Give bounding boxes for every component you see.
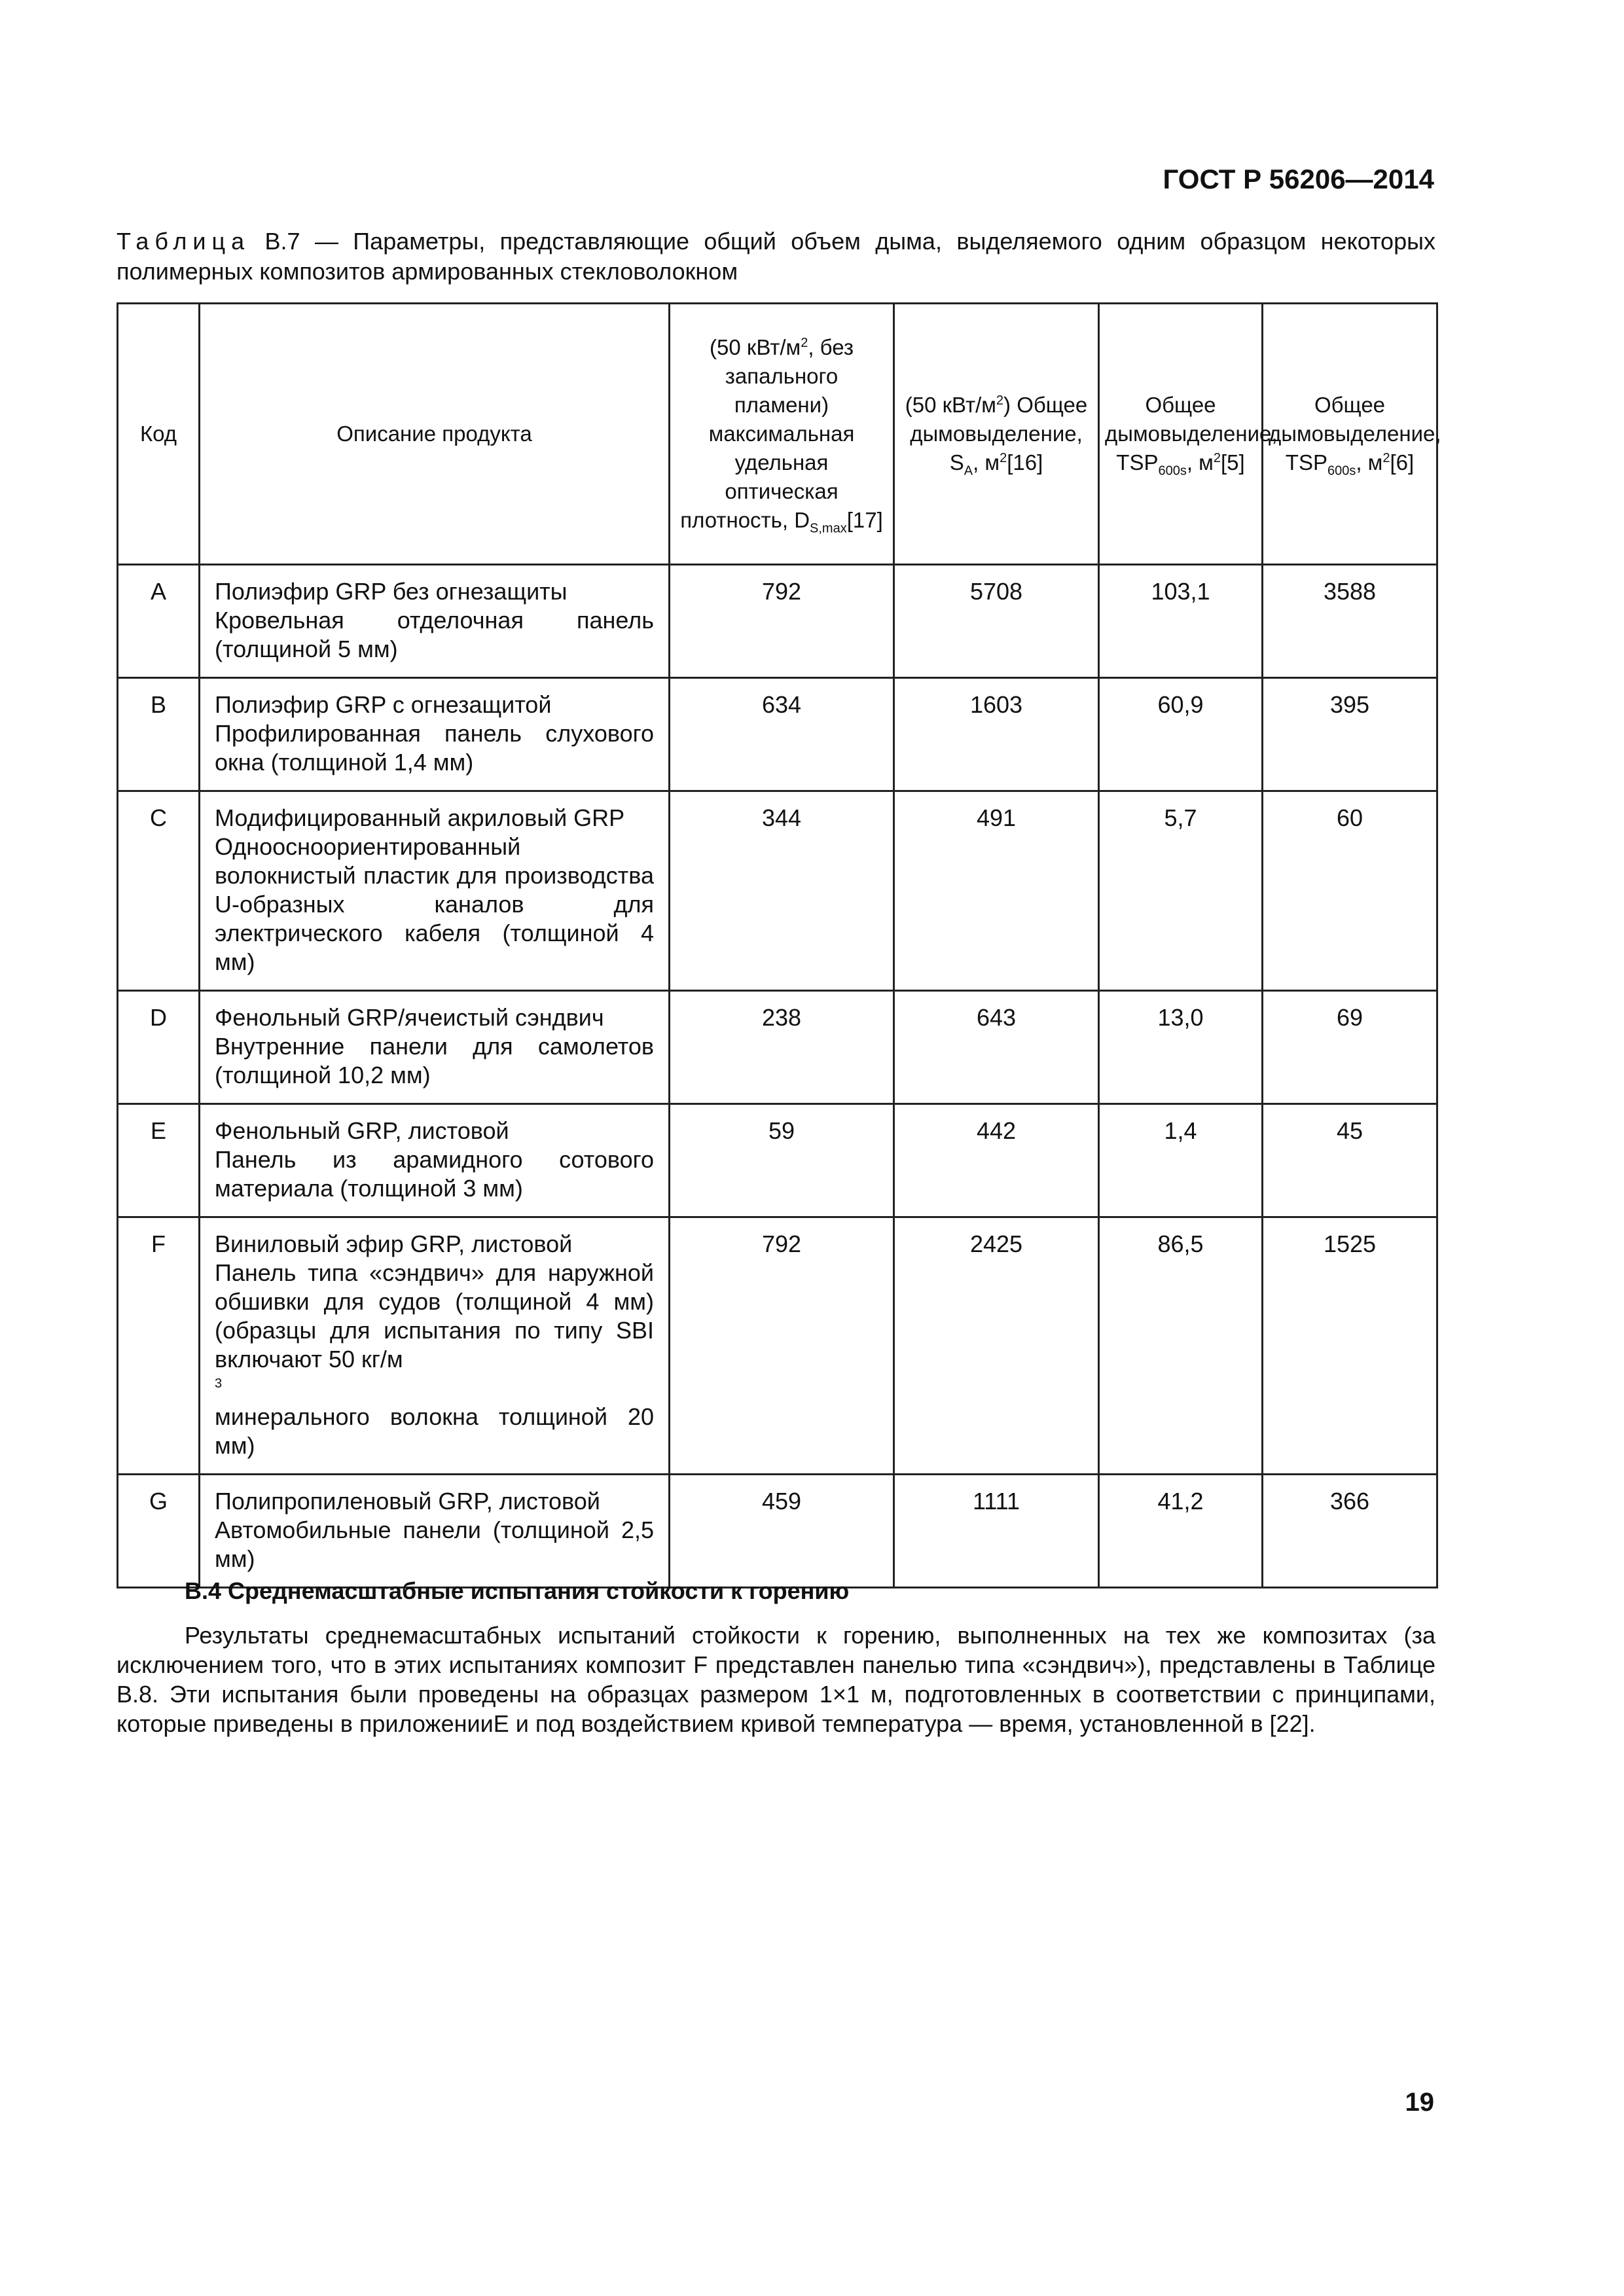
table-header-row (118, 304, 1437, 565)
smoke-parameters-table (117, 302, 1441, 1588)
row-code: F (118, 1217, 200, 1475)
header-dsmax: (50 кВт/$м^2$, без запального пламени) максимальная удельная оптическая плотность, $D_{S,max}[17]$ (670, 304, 894, 565)
row-tsp-5: 41,2 (1099, 1475, 1263, 1588)
table-row (118, 565, 1437, 678)
row-dsmax: 792 (670, 1217, 894, 1475)
table-row (118, 678, 1437, 791)
row-sa: 5708 (894, 565, 1099, 678)
row-code: A (118, 565, 200, 678)
row-description: Полиэфир GRP с огнезащитой Профилированная панель слухового окна (толщиной 1,4 мм) (200, 678, 670, 791)
row-description: Виниловый эфир GRP, листовой Панель типа «сэндвич» для наружной обшивки для судов (толщиной 4 мм) (образцы для испытания по типу SBI включают 50 кг/м $^3$ минерального волокна толщиной 20 мм) (200, 1217, 670, 1475)
row-description: Фенольный GRP, листовой Панель из арамидного сотового материала (толщиной 3 мм) (200, 1104, 670, 1217)
row-tsp-5: 86,5 (1099, 1217, 1263, 1475)
row-dsmax: 238 (670, 991, 894, 1104)
row-dsmax: 344 (670, 791, 894, 991)
row-dsmax: 459 (670, 1475, 894, 1588)
table-row (118, 1104, 1437, 1217)
table-caption (117, 226, 1435, 287)
row-tsp-5: 5,7 (1099, 791, 1263, 991)
standard-number: ГОСТ Р 56206—2014 (1163, 164, 1434, 194)
row-tsp-6: 60 (1263, 791, 1437, 991)
row-code: B (118, 678, 200, 791)
row-dsmax: 792 (670, 565, 894, 678)
header-tsp-5: Общее дымовыделение, $TSP_{600s}$, $м^2[5]$ (1099, 304, 1263, 565)
table-row (118, 991, 1437, 1104)
row-sa: 2425 (894, 1217, 1099, 1475)
header-code: Код (118, 304, 200, 565)
table-caption-text: В.7 — Параметры, представляющие общий объем дыма, выделяемого одним образцом некоторых полимерных композитов армированных стекловолокном (117, 228, 1435, 285)
row-tsp-5: 1,4 (1099, 1104, 1263, 1217)
header-description: Описание продукта (200, 304, 670, 565)
row-tsp-6: 1525 (1263, 1217, 1437, 1475)
row-code: E (118, 1104, 200, 1217)
row-description: Фенольный GRP/ячеистый сэндвич Внутренние панели для самолетов (толщиной 10,2 мм) (200, 991, 670, 1104)
row-sa: 491 (894, 791, 1099, 991)
row-code: D (118, 991, 200, 1104)
table-row (118, 791, 1437, 991)
header-tsp-6: Общее дымовыделение, $TSP_{600s}$, $м^2[6]$ (1263, 304, 1437, 565)
row-tsp-5: 103,1 (1099, 565, 1263, 678)
row-dsmax: 59 (670, 1104, 894, 1217)
row-sa: 643 (894, 991, 1099, 1104)
row-description: Полиэфир GRP без огнезащиты Кровельная отделочная панель (толщиной 5 мм) (200, 565, 670, 678)
row-tsp-6: 45 (1263, 1104, 1437, 1217)
row-tsp-5: 13,0 (1099, 991, 1263, 1104)
row-code: G (118, 1475, 200, 1588)
header-sa: (50 кВт/$м^2$) Общее дымовыделение, $S_A$, $м^2[16]$ (894, 304, 1099, 565)
row-tsp-5: 60,9 (1099, 678, 1263, 791)
table-row (118, 1217, 1437, 1475)
row-tsp-6: 69 (1263, 991, 1437, 1104)
row-tsp-6: 366 (1263, 1475, 1437, 1588)
row-dsmax: 634 (670, 678, 894, 791)
section-heading: В.4 Среднемасштабные испытания стойкости к горению (185, 1577, 850, 1604)
row-code: C (118, 791, 200, 991)
row-tsp-6: 395 (1263, 678, 1437, 791)
row-sa: 442 (894, 1104, 1099, 1217)
row-sa: 1111 (894, 1475, 1099, 1588)
table-row (118, 1475, 1437, 1588)
row-description: Модифицированный акриловый GRP Одноосноориентированный волокнистый пластик для производства U-образных каналов для электрического кабеля (толщиной 4 мм) (200, 791, 670, 991)
row-description: Полипропиленовый GRP, листовой Автомобильные панели (толщиной 2,5 мм) (200, 1475, 670, 1588)
table-caption-word: Таблица (117, 228, 251, 255)
row-sa: 1603 (894, 678, 1099, 791)
row-tsp-6: 3588 (1263, 565, 1437, 678)
section-paragraph: Результаты среднемасштабных испытаний стойкости к горению, выполненных на тех же композитах (за исключением того, что в этих испытаниях композит F представлен панелью типа «сэндвич»), представлены в Таблице В.8. Эти испытания были проведены на образцах размером 1×1 м, подготовленных в соответствии с принципами, которые приведены в приложенииЕ и под воздействием кривой температура — время, установленной в [22]. (117, 1622, 1435, 1737)
page-number: 19 (1405, 2088, 1434, 2117)
